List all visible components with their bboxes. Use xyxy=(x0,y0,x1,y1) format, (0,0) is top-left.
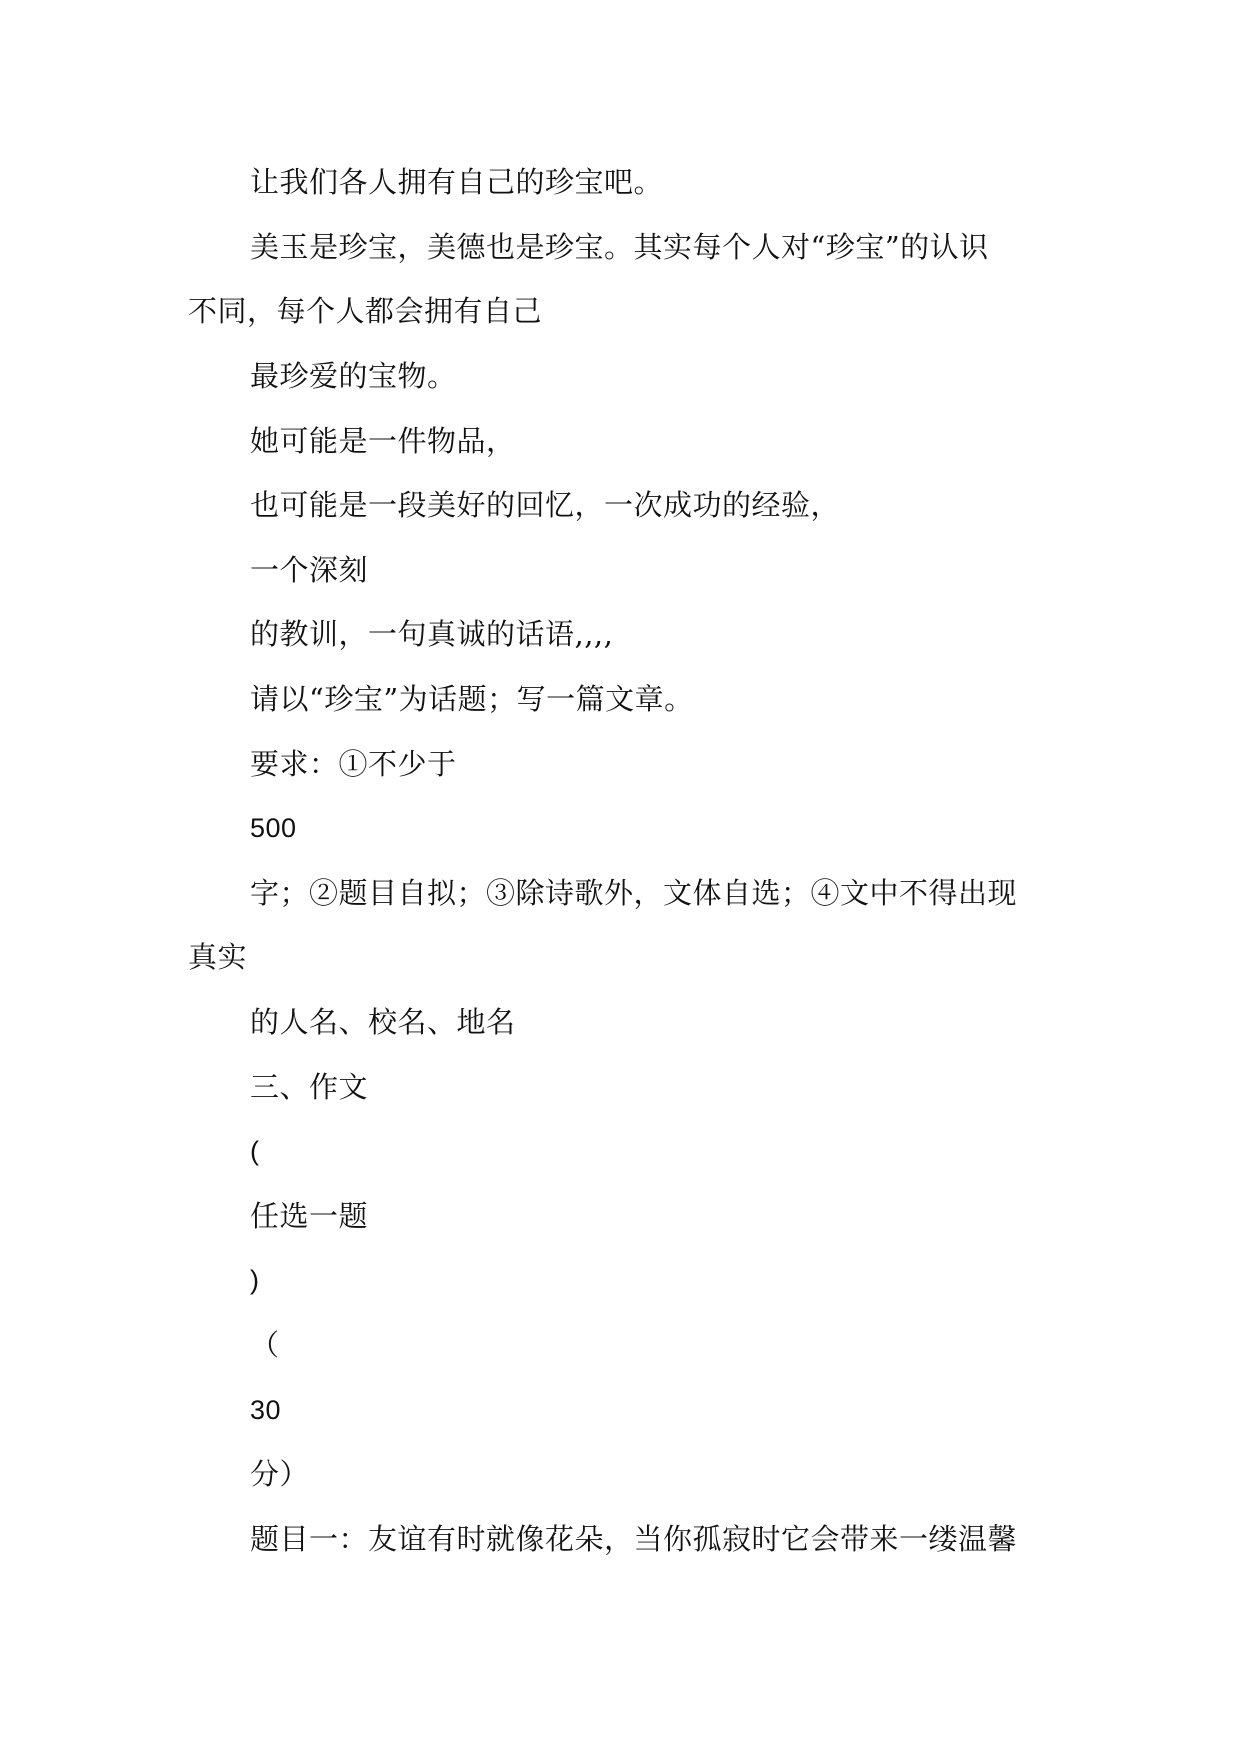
text-line: 任选一题 xyxy=(250,1199,369,1233)
text-line: 最珍爱的宝物。 xyxy=(250,359,457,393)
text-line: 500 xyxy=(250,813,297,843)
text-line: （ xyxy=(250,1328,280,1362)
text-line: 一个深刻 xyxy=(250,553,369,587)
text-line: 也可能是一段美好的回忆，一次成功的经验， xyxy=(250,488,841,522)
text-line: 让我们各人拥有自己的珍宝吧。 xyxy=(250,165,664,199)
text-line: 要求：①不少于 xyxy=(250,747,457,781)
text-line: 的人名、校名、地名 xyxy=(250,1005,516,1039)
text-line: ) xyxy=(250,1265,260,1295)
text-line: 30 xyxy=(250,1395,282,1425)
section-heading: 三、作文 xyxy=(250,1070,369,1104)
text-line: 她可能是一件物品， xyxy=(250,424,516,458)
text-line: 题目一：友谊有时就像花朵，当你孤寂时它会带来一缕温馨 xyxy=(250,1522,1018,1556)
text-line: ( xyxy=(250,1136,260,1166)
text-line: 真实 xyxy=(188,940,248,974)
text-line: 请以“珍宝”为话题；写一篇文章。 xyxy=(250,682,694,716)
text-line: 不同，每个人都会拥有自己 xyxy=(188,294,543,328)
text-line: 美玉是珍宝，美德也是珍宝。其实每个人对“珍宝”的认识 xyxy=(250,230,989,264)
text-line: 分） xyxy=(250,1457,310,1491)
text-line: 的教训，一句真诚的话语,,,, xyxy=(250,617,614,651)
text-line: 字；②题目自拟；③除诗歌外，文体自选；④文中不得出现 xyxy=(250,876,1018,910)
